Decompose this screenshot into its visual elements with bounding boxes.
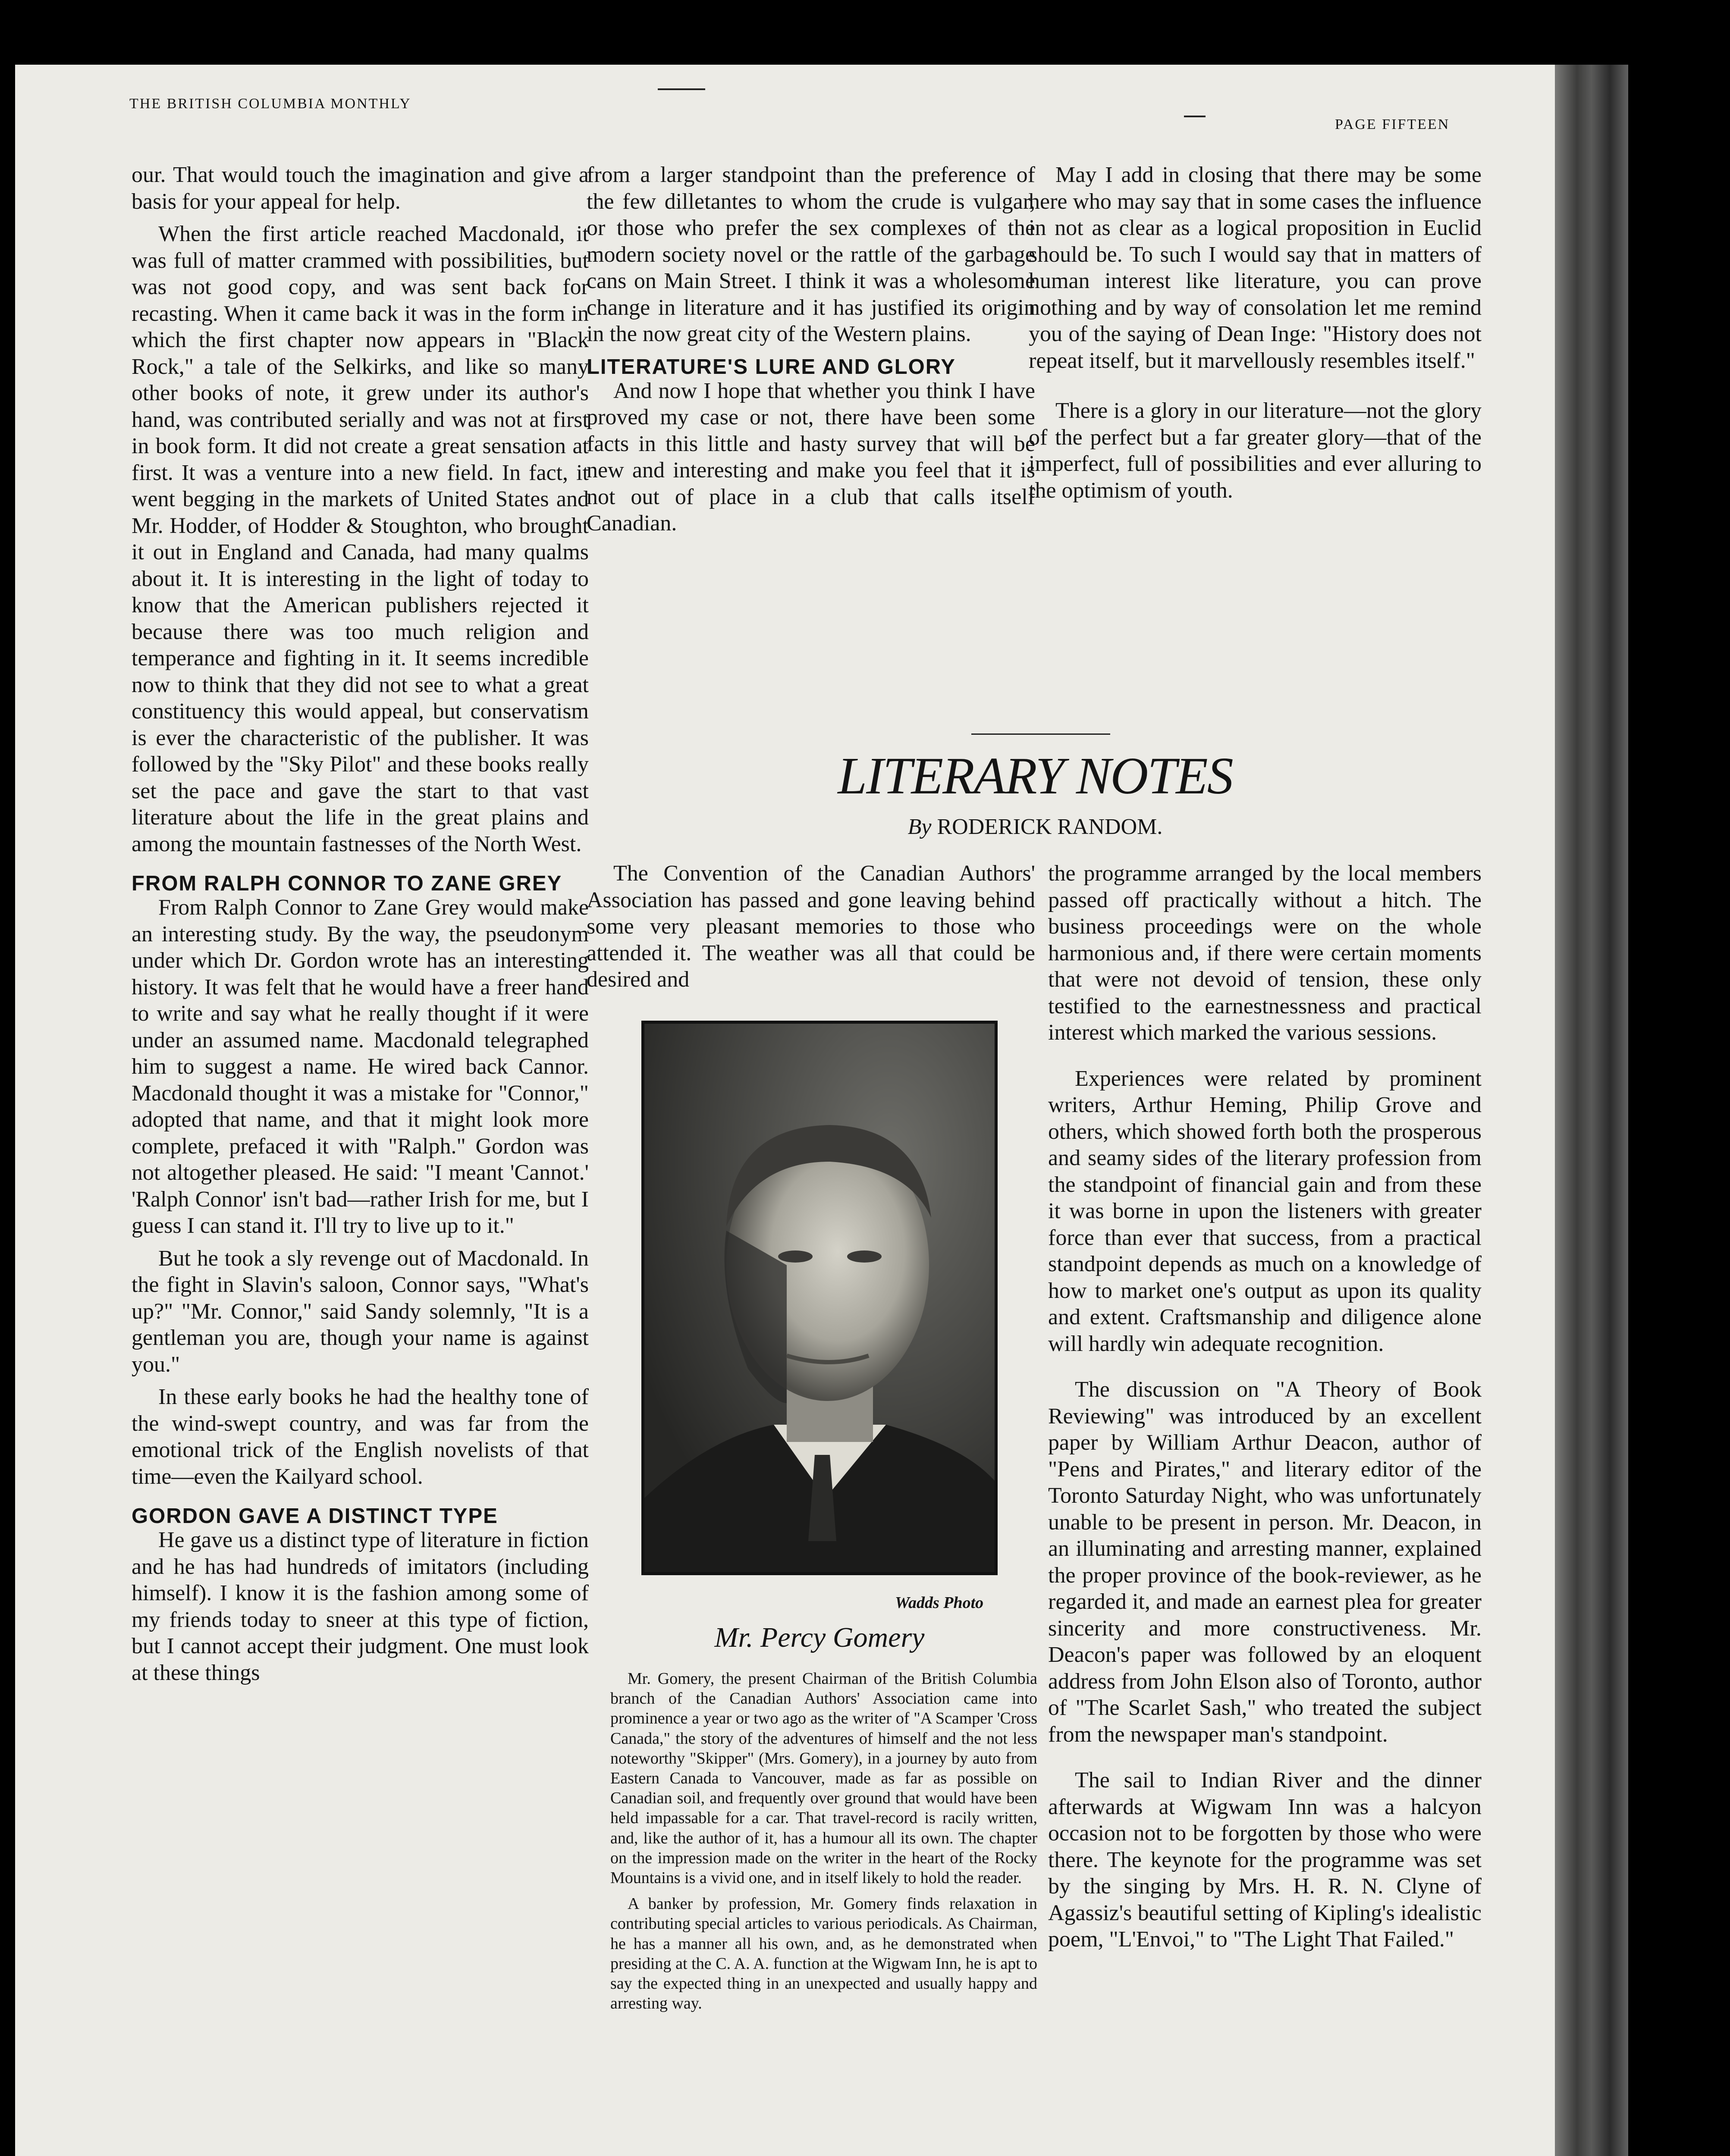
section-heading: LITERATURE'S LURE AND GLORY [587, 355, 956, 379]
paragraph: the programme arranged by the local members passed off practically without a hitch. The business proceedings were on the whole harmonious and, if there were certain moments that were not devoid of tension, these only testified to the earnestnessness and practical interest which marked the various sessions. [1048, 861, 1482, 1045]
section-divider [971, 733, 1110, 735]
literary-notes-lead [587, 860, 1035, 999]
paragraph: In these early books he had the healthy tone of the wind-swept country, and was far from the emotional trick of the English novelists of that time—even the Kailyard school. [132, 1385, 589, 1489]
running-head-title: THE BRITISH COLUMBIA MONTHLY [129, 96, 411, 112]
column-right-notes [1048, 860, 1482, 1972]
section-heading: GORDON GAVE A DISTINCT TYPE [132, 1504, 498, 1528]
paragraph: He gave us a distinct type of literature in fiction and he has had hundreds of imitators (including himself). I know it is the fashion among some of my friends today to sneer at this type of fiction, but I cannot accept their judgment. One must look at these things [132, 1528, 589, 1685]
portrait-image [644, 1024, 995, 1572]
column-right-top [1029, 162, 1482, 510]
paragraph: And now I hope that whether you think I have proved my case or not, there have been some facts in this little and hasty survey that will be new and interesting and make you feel that it is not out of place in a club that calls itself Canadian. [587, 378, 1035, 536]
byline [604, 814, 1466, 840]
caption-text [610, 1669, 1037, 2019]
byline-by: By [907, 815, 932, 839]
paragraph: When the first article reached Macdonald, it was full of matter crammed with possibilities, but was not good copy, and was sent back for recasting. When it came back it was in the form in which the first chapter now appears in "Black Rock," a tale of the Selkirks, and like so many other books of note, it grew under its author's hand, was contributed serially and was not at first in book form. It did not create a great sensation at first. It was a venture into a new field. In fact, it went begging in the markets of United States and Mr. Hodder, of Hodder & Stoughton, who brought it out in England and Canada, had many qualms about it. It is interesting in the light of today to know that the American publishers rejected it because there was too much religion and temperance and fighting in it. It seems incredible now to think that they did not see to what a great constituency this would appeal, but conservatism is ever the characteristic of the publisher. It was followed by the "Sky Pilot" and these books really set the pace and gave the start to that vast literature about the life in the great plains and among the mountain fastnesses of the North West. [132, 222, 589, 856]
portrait-photo [641, 1021, 998, 1575]
page-number: PAGE FIFTEEN [1335, 116, 1450, 132]
byline-author: RODERICK RANDOM. [937, 815, 1163, 839]
paragraph: from a larger standpoint than the preference of the few dilletantes to whom the crude is vulgar, or those who prefer the sex complexes of the modern society novel or the rattle of the garbage cans on Main Street. I think it was a wholesome change in literature and it has justified its origin in the now great city of the Western plains. [587, 163, 1035, 346]
section-heading: FROM RALPH CONNOR TO ZANE GREY [132, 872, 562, 895]
paragraph: But he took a sly revenge out of Macdonald. In the fight in Slavin's saloon, Connor says, "What's up?" "Mr. Connor," said Sandy solemnly, "It is a gentleman you are, though your name is against you." [132, 1246, 589, 1377]
paragraph: The Convention of the Canadian Authors' Association has passed and gone leaving behind some very pleasant memories to those who attended it. The weather was all that could be desired and [587, 861, 1035, 992]
paragraph: The sail to Indian River and the dinner afterwards at Wigwam Inn was a halcyon occasion not to be forgotten by those who were there. The keynote for the programme was set by the singing by Mrs. H. R. N. Clyne of Agassiz's beautiful setting of Kipling's idealistic poem, "L'Envoi," to "The Light That Failed." [1048, 1768, 1482, 1952]
caption-paragraph: A banker by profession, Mr. Gomery finds relaxation in contributing special articles to various periodicals. As Chairman, he has a manner all his own, and, as he demonstrated when presiding at the C. A. A. function at the Wigwam Inn, he is apt to say the expected thing in an unexpected and usually happy and arresting way. [610, 1895, 1037, 2013]
paragraph: our. That would touch the imagination and give a basis for your appeal for help. [132, 163, 589, 214]
paragraph: May I add in closing that there may be some here who may say that in some cases the influence in not as clear as a logical proposition in Euclid should be. To such I would say that in matters of human interest like literature, you can prove nothing and by way of consolation let me remind you of the saying of Dean Inge: "History does not repeat itself, but it marvellously resembles itself." [1029, 163, 1482, 373]
caption-name: Mr. Percy Gomery [714, 1622, 925, 1653]
photo-credit: Wadds Photo [895, 1594, 984, 1612]
column-middle [587, 162, 1035, 543]
scan-mark [658, 88, 705, 90]
caption-paragraph: Mr. Gomery, the present Chairman of the British Columbia branch of the Canadian Authors' Association came into prominence a year or two ago as the writer of "A Scamper 'Cross Canada," the story of the adventures of himself and the not less noteworthy "Skipper" (Mrs. Gomery), in a journey by auto from Eastern Canada to Vancouver, made as far as possible on Canadian soil, and frequently over ground that would have been held impassable for a car. That travel-record is racily written, and, like the author of it, has a humour all its own. The chapter on the impression made on the writer in the heart of the Rocky Mountains is a vivid one, and in itself likely to hold the reader. [610, 1670, 1037, 1887]
literary-notes-title: LITERARY NOTES [838, 747, 1233, 805]
column-left [132, 162, 589, 1692]
paragraph: Experiences were related by prominent writers, Arthur Heming, Philip Grove and others, which showed forth both the prosperous and seamy sides of the literary profession from the standpoint of financial gain and from these it was borne in upon the listeners with greater force than ever that success, from a practical standpoint depends as much on a knowledge of how to market one's output as upon its quality and extent. Craftsmanship and diligence alone will hardly win adequate recognition. [1048, 1066, 1482, 1356]
scan-mark [1184, 116, 1206, 117]
paragraph: There is a glory in our literature—not the glory of the perfect but a far greater glory—that of the imperfect, full of possibilities and ever alluring to the optimism of youth. [1029, 398, 1482, 503]
paragraph: The discussion on "A Theory of Book Reviewing" was introduced by an excellent paper by William Arthur Deacon, author of "Pens and Pirates," and literary editor of the Toronto Saturday Night, who was unfortunately unable to be present in person. Mr. Deacon, in an illuminating and arresting manner, explained the proper province of the book-reviewer, as he regarded it, and made an earnest plea for greater sincerity and more constructiveness. Mr. Deacon's paper was followed by an eloquent address from John Elson also of Toronto, author of "The Scarlet Sash," who treated the subject from the newspaper man's standpoint. [1048, 1377, 1482, 1747]
paragraph: From Ralph Connor to Zane Grey would make an interesting study. By the way, the pseudonym under which Dr. Gordon wrote has an interesting history. It was felt that he would have a freer hand to write and say what he really thought if it were under an assumed name. Macdonald telegraphed him to suggest a name. He wired back Cannor. Macdonald thought it was a mistake for "Connor," adopted that name, and that it might look more complete, prefaced it with "Ralph." Gordon was not altogether pleased. He said: "I meant 'Cannot.' 'Ralph Connor' isn't bad—rather Irish for me, but I guess I can stand it. I'll try to live up to it." [132, 895, 589, 1238]
book-spine [1555, 65, 1628, 2156]
